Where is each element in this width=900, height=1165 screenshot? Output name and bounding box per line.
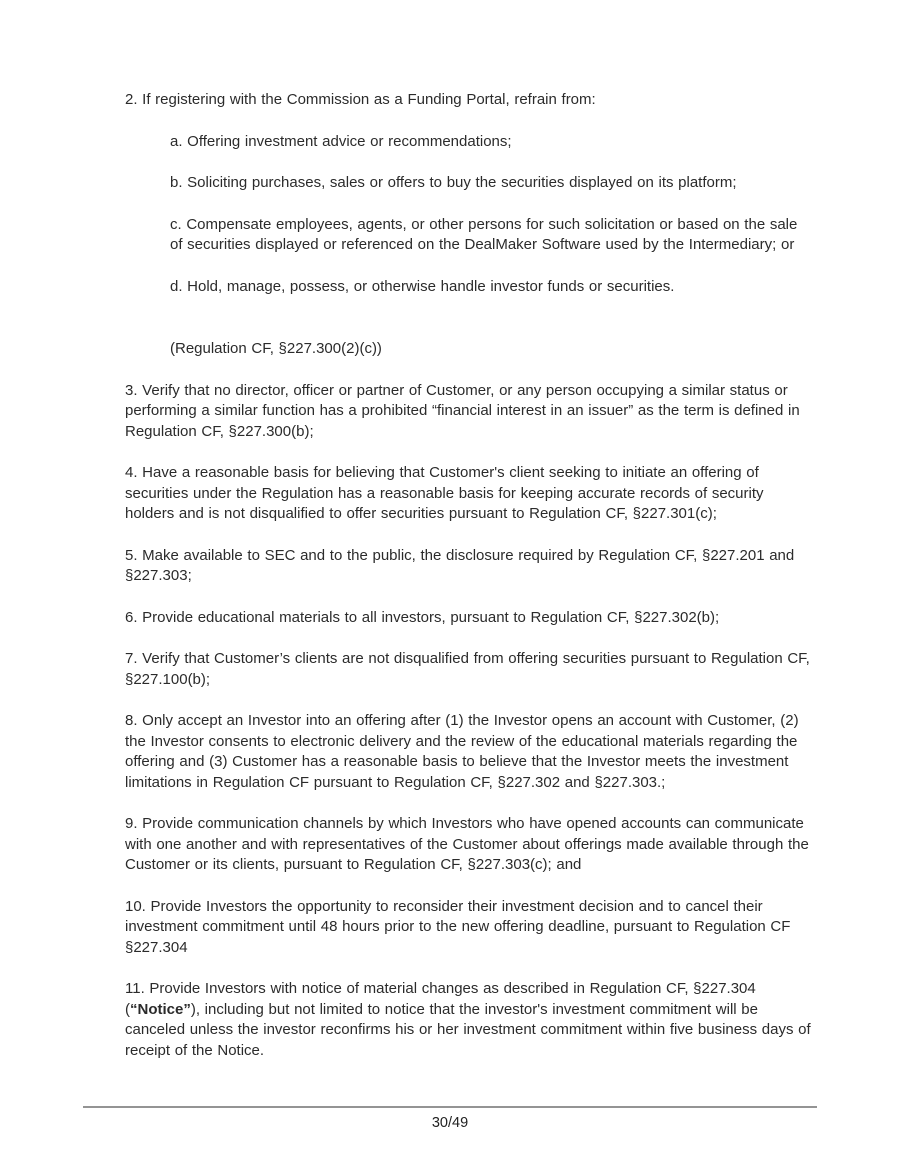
paragraph (170, 277, 813, 298)
text-segment: 6. Provide educational materials to all investors, pursuant to Regulation CF, §227.302(b); (125, 608, 720, 626)
paragraph (125, 608, 813, 629)
text-segment: 3. Verify that no director, officer or partner of Customer, or any person occupying a similar status or performing a similar function has a prohibited “financial interest in an issuer” as the term is defined in Regulation CF, §227.300(b); (125, 381, 800, 440)
paragraph (125, 649, 813, 690)
paragraph (125, 90, 813, 111)
paragraph (125, 546, 813, 587)
text-segment: 7. Verify that Customer’s clients are not disqualified from offering securities pursuant to Regulation CF, §227.100(b); (125, 650, 810, 688)
text-segment: 9. Provide communication channels by which Investors who have opened accounts can communicate with one another and with representatives of the Customer about offerings made available through the Customer or its clients, pursuant to Regulation CF, §227.303(c); and (125, 815, 809, 873)
text-segment: 2. If registering with the Commission as a Funding Portal, refrain from: (125, 91, 596, 108)
paragraph (170, 173, 813, 194)
text-segment: d. Hold, manage, possess, or otherwise handle investor funds or securities. (170, 277, 675, 295)
paragraph (125, 381, 813, 443)
text-segment: ), including but not limited to notice that the investor's investment commitment will be canceled unless the investor reconfirms his or her investment commitment within five business days of receipt of the Notice. (125, 1000, 811, 1059)
paragraph (170, 339, 813, 360)
text-segment: 10. Provide Investors the opportunity to reconsider their investment decision and to cancel their investment commitment until 48 hours prior to the new offering deadline, pursuant to Regulation CF §227.304 (125, 897, 791, 956)
paragraph (125, 814, 813, 876)
text-segment: 8. Only accept an Investor into an offering after (1) the Investor opens an account with Customer, (2) the Investor consents to electronic delivery and the review of the educational materials regarding the offering and (3) Customer has a reasonable basis to believe that the Investor meets the investment limitations in Regulation CF pursuant to Regulation CF, §227.302 and §227.303.; (125, 712, 799, 791)
paragraph (125, 711, 813, 793)
text-segment: b. Soliciting purchases, sales or offers to buy the securities displayed on its platform; (170, 174, 737, 191)
text-segment: (Regulation CF, §227.300(2)(c)) (170, 340, 382, 357)
paragraph (170, 132, 813, 153)
document-body (125, 90, 813, 1061)
text-segment: c. Compensate employees, agents, or other persons for such solicitation or based on the sale of securities displayed or referenced on the DealMaker Software used by the Intermediary; or (170, 215, 798, 253)
text-segment: 11. Provide Investors with notice of material changes as described in Regulation CF, §227.304 ( (125, 980, 756, 1018)
paragraph (125, 979, 813, 1061)
page-footer (83, 1106, 817, 1131)
text-segment: 4. Have a reasonable basis for believing that Customer's client seeking to initiate an offering of securities under the Regulation has a reasonable basis for keeping accurate records of security holders and is not disqualified to offer securities pursuant to Regulation CF, §227.301(c); (125, 464, 764, 522)
page-number: 30/49 (431, 1115, 469, 1131)
bold-text: “Notice” (130, 1000, 191, 1018)
text-segment: 5. Make available to SEC and to the public, the disclosure required by Regulation CF, §227.201 and §227.303; (125, 546, 795, 584)
paragraph (125, 463, 813, 525)
text-segment: a. Offering investment advice or recommendations; (170, 132, 512, 150)
footer-divider (83, 1106, 817, 1108)
paragraph (170, 215, 813, 256)
paragraph (125, 897, 813, 959)
